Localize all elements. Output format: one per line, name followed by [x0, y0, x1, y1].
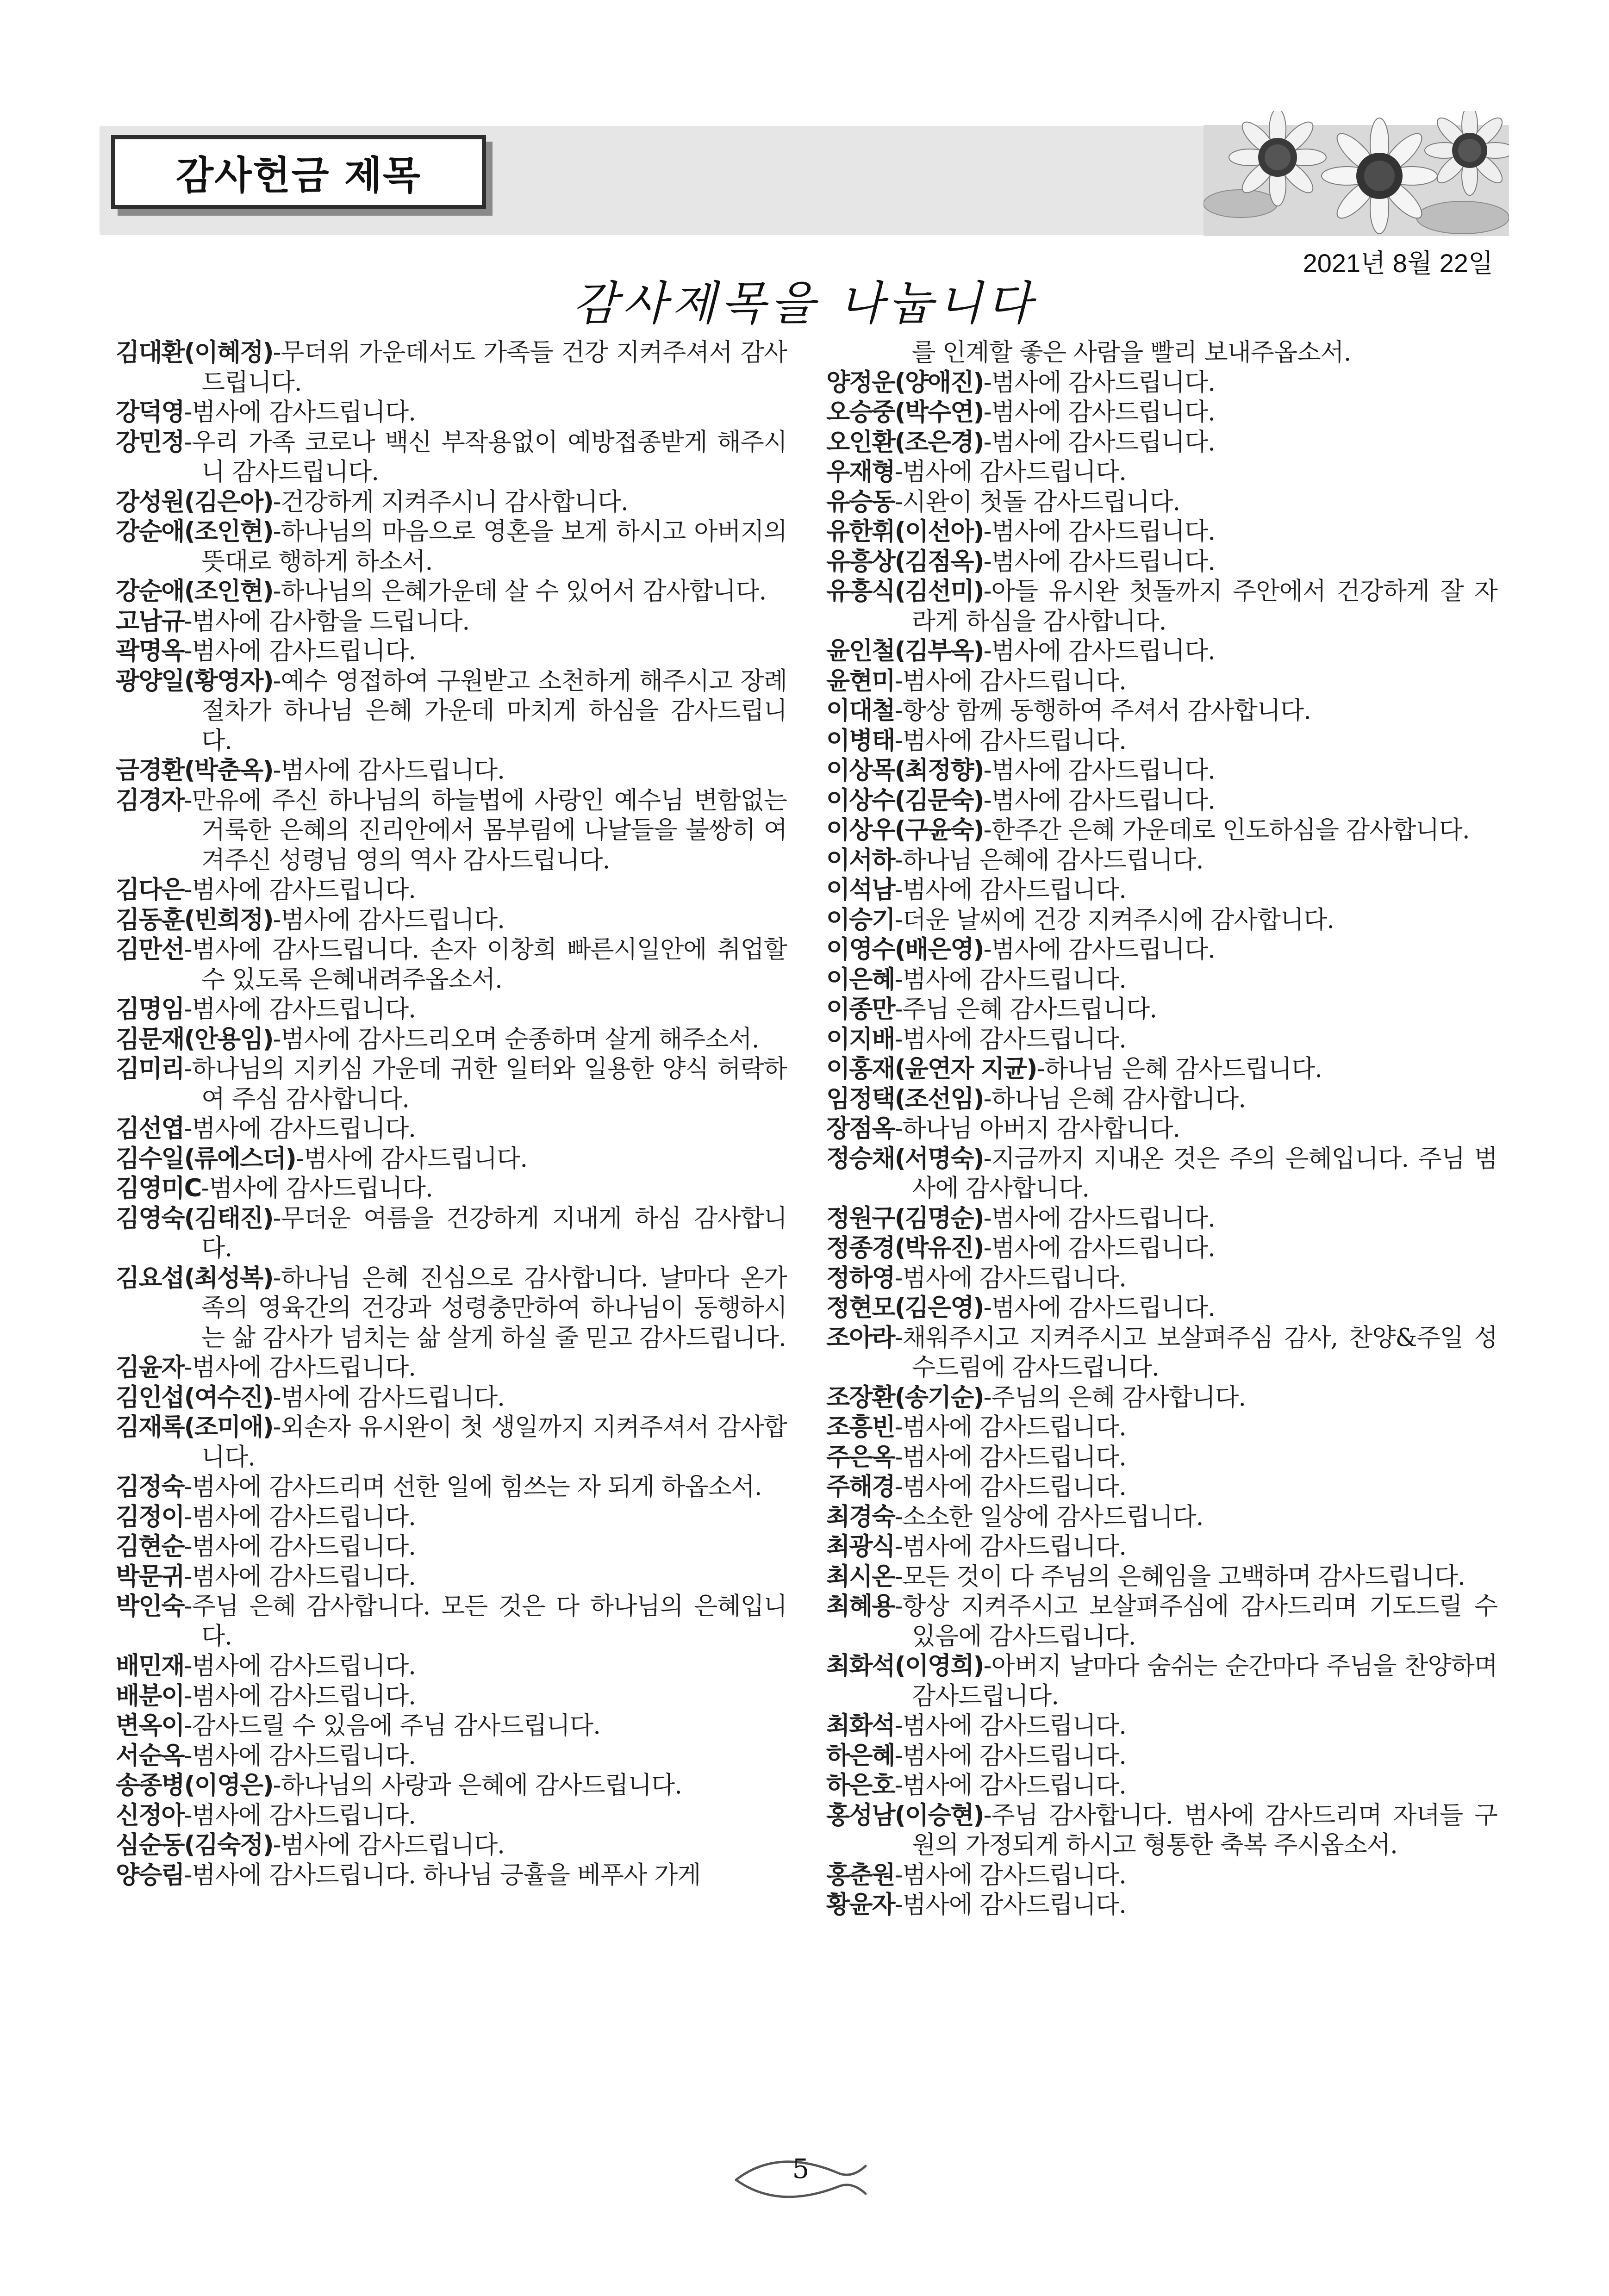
donor-name: 강순애(조인현)	[116, 517, 273, 546]
thanks-entry	[826, 1443, 1497, 1473]
thanks-entry	[116, 1562, 787, 1592]
thanks-entry	[116, 1711, 787, 1741]
thanks-entry	[826, 1383, 1497, 1413]
thanks-entry	[826, 1233, 1497, 1263]
thanks-message: -범사에 감사드립니다.	[273, 905, 505, 934]
thanks-entry	[116, 1353, 787, 1383]
thanks-message: -범사에 감사드립니다.	[894, 1025, 1126, 1053]
thanks-entry	[826, 1204, 1497, 1234]
donor-name: 오승중(박수연)	[826, 398, 984, 426]
thanks-entry	[116, 1532, 787, 1562]
donor-name: 정승채(서명숙)	[826, 1144, 984, 1173]
thanks-entry	[826, 965, 1497, 995]
thanks-message: -범사에 감사드립니다.	[184, 1502, 416, 1531]
donor-name: 심순동(김숙정)	[116, 1831, 273, 1859]
thanks-entry	[826, 846, 1497, 876]
thanks-message: -범사에 감사드립니다.	[983, 1294, 1216, 1322]
thanks-message: -범사에 감사드립니다.	[983, 935, 1216, 964]
date-label: 2021년 8월 22일	[1303, 249, 1493, 278]
thanks-message: -범사에 감사드립니다.	[983, 786, 1216, 815]
thanks-message: -건강하게 지켜주시니 감사합니다.	[273, 487, 628, 516]
thanks-entry	[116, 338, 787, 398]
thanks-entry	[116, 1144, 787, 1174]
section-title-box	[111, 135, 486, 209]
donor-name: 최화석(이영희)	[826, 1652, 984, 1680]
thanks-entry	[116, 1114, 787, 1144]
thanks-entry	[826, 1562, 1497, 1592]
thanks-message: -범사에 감사드립니다.	[983, 398, 1216, 426]
thanks-entry	[116, 1860, 787, 1891]
donor-name: 윤현미	[826, 666, 895, 695]
thanks-message: -범사에 감사드립니다.	[894, 1532, 1126, 1561]
thanks-message: -하나님 은혜 감사드립니다.	[1036, 1055, 1322, 1083]
donor-name: 서순옥	[116, 1741, 184, 1770]
thanks-entry	[826, 338, 1497, 368]
thanks-message: -범사에 감사드립니다.	[894, 1711, 1126, 1740]
donor-name: 김요섭(최성복)	[116, 1263, 273, 1292]
donor-name: 주은옥	[826, 1443, 895, 1471]
thanks-message: -항상 함께 동행하여 주셔서 감사합니다.	[894, 697, 1311, 725]
donor-name: 장점옥	[826, 1114, 895, 1143]
thanks-entry	[116, 607, 787, 637]
thanks-message: -감사드릴 수 있음에 주님 감사드립니다.	[184, 1711, 600, 1740]
donor-name: 김명임	[116, 995, 184, 1023]
thanks-entry	[826, 1114, 1497, 1144]
thanks-entry	[826, 398, 1497, 428]
donor-name: 이은혜	[826, 965, 895, 994]
thanks-entry	[116, 577, 787, 607]
thanks-message: -아들 유시완 첫돌까지 주안에서 건강하게 잘 자라게 하심을 감사합니다.	[912, 577, 1497, 635]
donor-name: 이지배	[826, 1025, 895, 1053]
thanks-entry	[826, 1592, 1497, 1651]
thanks-message: 를 인계할 좋은 사람을 빨리 보내주옵소서.	[912, 338, 1351, 367]
donor-name: 윤인철(김부옥)	[826, 637, 984, 665]
donor-name: 광양일(황영자)	[116, 666, 273, 695]
thanks-entry	[826, 1084, 1497, 1114]
donor-name: 홍춘원	[826, 1860, 895, 1889]
thanks-message: -범사에 감사드립니다.	[894, 726, 1126, 755]
donor-name: 김미리	[116, 1055, 184, 1083]
donor-name: 양정운(양애진)	[826, 368, 984, 397]
thanks-entry	[826, 786, 1497, 816]
thanks-entry	[116, 666, 787, 756]
thanks-entry	[116, 905, 787, 935]
thanks-message: -범사에 감사드립니다.	[201, 1174, 433, 1202]
thanks-entry	[826, 1054, 1497, 1084]
page-number: 5	[792, 2153, 810, 2184]
donor-name: 김대환(이혜정)	[116, 338, 273, 367]
left-column	[116, 338, 787, 1890]
thanks-message: -한주간 은혜 가운데로 인도하심을 감사합니다.	[983, 816, 1470, 844]
thanks-entry	[826, 487, 1497, 517]
thanks-entry	[826, 1741, 1497, 1771]
thanks-message: -범사에 감사드립니다.	[184, 1741, 416, 1770]
thanks-entry	[826, 726, 1497, 756]
donor-name: 김현순	[116, 1532, 184, 1561]
thanks-message: -범사에 감사드립니다.	[184, 1801, 416, 1829]
thanks-message: -하나님 은혜 진심으로 감사합니다. 날마다 온가족의 영육간의 건강과 성령충만하여 하나님이 동행하시는 삶 감사가 넘치는 삶 살게 하실 줄 믿고 감사드립니다.	[201, 1263, 787, 1352]
donor-name: 김재록(조미애)	[116, 1413, 273, 1441]
thanks-entry	[826, 995, 1497, 1025]
thanks-entry	[826, 1144, 1497, 1204]
donor-name: 신정아	[116, 1801, 184, 1829]
donor-name: 조흥빈	[826, 1413, 895, 1441]
thanks-message: -채워주시고 지켜주시고 보살펴주심 감사, 찬양&주일 성수드림에 감사드립니다.	[894, 1323, 1497, 1381]
thanks-entry	[116, 1025, 787, 1055]
thanks-entry	[116, 1801, 787, 1831]
thanks-entry	[826, 428, 1497, 458]
donor-name: 김윤자	[116, 1353, 184, 1381]
thanks-message: -하나님의 마음으로 영혼을 보게 하시고 아버지의 뜻대로 행하게 하소서.	[201, 517, 787, 576]
donor-name: 정원구(김명순)	[826, 1204, 984, 1232]
thanks-message: -범사에 감사드립니다.	[295, 1144, 528, 1173]
thanks-entry	[116, 1830, 787, 1860]
donor-name: 강성원(김은아)	[116, 487, 273, 516]
thanks-entry	[116, 1263, 787, 1353]
thanks-message: -범사에 감사드립니다. 손자 이창희 빠른시일안에 취업할 수 있도록 은혜내려주옵소서.	[184, 935, 787, 994]
donor-name: 곽명옥	[116, 637, 184, 665]
thanks-entry	[116, 1054, 787, 1114]
thanks-message: -아버지 날마다 숨쉬는 순간마다 주님을 찬양하며 감사드립니다.	[912, 1652, 1497, 1710]
donor-name: 유승동	[826, 487, 895, 516]
donor-name: 유흥식(김선미)	[826, 577, 984, 605]
donor-name: 양승림	[116, 1860, 184, 1889]
donor-name: 강민정	[116, 428, 184, 456]
thanks-message: -범사에 감사드립니다.	[184, 1562, 416, 1591]
donor-name: 최경숙	[826, 1502, 895, 1531]
thanks-entry	[826, 1412, 1497, 1443]
donor-name: 이상수(김문숙)	[826, 786, 984, 815]
thanks-message: -범사에 감사드립니다.	[894, 1413, 1126, 1441]
donor-name: 이홍재(윤연자 지균)	[826, 1055, 1037, 1083]
thanks-message: -예수 영접하여 구원받고 소천하게 해주시고 장례 절차가 하나님 은혜 가운데 마치게 하심을 감사드립니다.	[201, 666, 787, 755]
thanks-entry	[826, 696, 1497, 726]
thanks-message: -범사에 감사드립니다.	[184, 1681, 416, 1710]
thanks-entry	[116, 1502, 787, 1532]
donor-name: 이종만	[826, 995, 895, 1023]
thanks-entry	[826, 666, 1497, 697]
donor-name: 금경환(박춘옥)	[116, 756, 273, 784]
thanks-entry	[826, 905, 1497, 935]
thanks-message: -범사에 감사드립니다.	[894, 965, 1126, 994]
thanks-entry	[116, 1651, 787, 1681]
thanks-entry	[116, 428, 787, 487]
donor-name: 유한휘(이선아)	[826, 517, 984, 546]
donor-name: 주해경	[826, 1473, 895, 1501]
thanks-message: -무더위 가운데서도 가족들 건강 지켜주셔서 감사드립니다.	[201, 338, 787, 397]
thanks-message: -범사에 감사드립니다.	[184, 1532, 416, 1561]
thanks-message: -범사에 감사드립니다.	[894, 458, 1126, 486]
thanks-message: -범사에 감사드립니다.	[894, 1473, 1126, 1501]
donor-name: 최시온	[826, 1562, 895, 1591]
thanks-entry	[826, 1771, 1497, 1801]
donor-name: 김영미C	[116, 1174, 201, 1202]
thanks-message: -범사에 감사드립니다.	[894, 1891, 1126, 1919]
donor-name: 김다은	[116, 876, 184, 904]
thanks-message: -범사에 감사드립니다.	[983, 1204, 1216, 1232]
thanks-message: -범사에 감사드립니다.	[894, 1443, 1126, 1471]
thanks-entry	[826, 1651, 1497, 1711]
thanks-entry	[826, 1502, 1497, 1532]
right-column	[826, 338, 1497, 1920]
thanks-entry	[116, 517, 787, 577]
donor-name: 최혜용	[826, 1592, 895, 1620]
donor-name: 조아라	[826, 1323, 895, 1352]
donor-name: 하은호	[826, 1771, 895, 1799]
thanks-entry	[826, 547, 1497, 577]
thanks-entry	[826, 935, 1497, 965]
donor-name: 이서하	[826, 846, 895, 874]
thanks-message: -외손자 유시완이 첫 생일까지 지켜주셔서 감사합니다.	[201, 1413, 787, 1471]
thanks-entry	[826, 457, 1497, 487]
thanks-message: -범사에 감사드립니다.	[983, 428, 1216, 456]
donor-name: 정종경(박유진)	[826, 1234, 984, 1262]
thanks-message: -주님 감사합니다. 범사에 감사드리며 자녀들 구원의 가정되게 하시고 형통한 축복 주시옵소서.	[912, 1801, 1497, 1859]
donor-name: 김인섭(여수진)	[116, 1383, 273, 1412]
donor-name: 김동훈(빈희정)	[116, 905, 273, 934]
thanks-entry	[116, 1771, 787, 1801]
thanks-message: -시완이 첫돌 감사드립니다.	[894, 487, 1180, 516]
thanks-message: -하나님의 지키심 가운데 귀한 일터와 일용한 양식 허락하여 주심 감사합니다.	[184, 1055, 787, 1113]
donor-name: 이상목(최정향)	[826, 756, 984, 784]
donor-name: 강덕영	[116, 398, 184, 426]
thanks-entry	[826, 1025, 1497, 1055]
donor-name: 정하영	[826, 1263, 895, 1292]
thanks-entry	[826, 1323, 1497, 1383]
thanks-entry	[116, 935, 787, 995]
thanks-entry	[116, 786, 787, 876]
thanks-entry	[826, 577, 1497, 636]
donor-name: 이대철	[826, 697, 895, 725]
donor-name: 이승기	[826, 905, 895, 934]
thanks-message: -범사에 감사드립니다.	[983, 1234, 1216, 1262]
thanks-entry	[826, 756, 1497, 786]
thanks-entry	[826, 1293, 1497, 1323]
thanks-message: -주님 은혜 감사합니다. 모든 것은 다 하나님의 은혜입니다.	[184, 1592, 787, 1650]
thanks-message: -범사에 감사드립니다.	[983, 637, 1216, 665]
donor-name: 우재형	[826, 458, 895, 486]
donor-name: 배분이	[116, 1681, 184, 1710]
thanks-message: -범사에 감사드립니다.	[894, 876, 1126, 904]
thanks-entry	[116, 398, 787, 428]
thanks-message: -범사에 감사드립니다.	[184, 995, 416, 1023]
donor-name: 김수일(류에스더)	[116, 1144, 296, 1173]
thanks-message: -주님의 은혜 감사합니다.	[983, 1383, 1246, 1412]
thanks-message: -범사에 감사드립니다.	[894, 666, 1126, 695]
thanks-message: -범사에 감사드립니다.	[184, 1652, 416, 1680]
thanks-message: -범사에 감사드립니다.	[894, 1263, 1126, 1292]
donor-name: 홍성남(이승현)	[826, 1801, 984, 1829]
thanks-message: -범사에 감사드리며 선한 일에 힘쓰는 자 되게 하옵소서.	[184, 1473, 762, 1501]
donor-name: 김정이	[116, 1502, 184, 1531]
thanks-message: -하나님 은혜 감사합니다.	[983, 1084, 1246, 1113]
donor-name: 박문귀	[116, 1562, 184, 1591]
donor-name: 하은혜	[826, 1741, 895, 1770]
thanks-message: -모든 것이 다 주님의 은혜임을 고백하며 감사드립니다.	[894, 1562, 1465, 1591]
thanks-message: -무더운 여름을 건강하게 지내게 하심 감사합니다.	[201, 1204, 787, 1262]
thanks-entry	[116, 995, 787, 1025]
sunflower-image	[1204, 111, 1509, 236]
thanks-entry	[116, 1592, 787, 1651]
thanks-entry	[116, 875, 787, 905]
donor-name: 이상우(구윤숙)	[826, 816, 984, 844]
donor-name: 이석남	[826, 876, 895, 904]
thanks-message: -소소한 일상에 감사드립니다.	[894, 1502, 1204, 1531]
section-title: 감사헌금 제목	[175, 152, 422, 198]
donor-name: 배민재	[116, 1652, 184, 1680]
donor-name: 유흥상(김점옥)	[826, 547, 984, 576]
thanks-message: -범사에 감사드립니다.	[184, 398, 416, 426]
donor-name: 김정숙	[116, 1473, 184, 1501]
donor-name: 김문재(안용임)	[116, 1025, 273, 1053]
thanks-message: -지금까지 지내온 것은 주의 은혜입니다. 주님 범사에 감사합니다.	[912, 1144, 1497, 1202]
thanks-entry	[826, 517, 1497, 547]
thanks-message: -범사에 감사드립니다.	[273, 756, 505, 784]
thanks-message: -하나님의 사랑과 은혜에 감사드립니다.	[273, 1771, 682, 1799]
thanks-message: -범사에 감사드립니다.	[184, 637, 416, 665]
thanks-entry	[116, 1472, 787, 1502]
thanks-entry	[826, 815, 1497, 846]
thanks-message: -범사에 감사드립니다.	[894, 1771, 1126, 1799]
thanks-message: -범사에 감사드립니다. 하나님 긍휼을 베푸사 가게	[184, 1860, 701, 1889]
thanks-entry	[826, 1532, 1497, 1562]
donor-name: 최광식	[826, 1532, 895, 1561]
thanks-entry	[116, 636, 787, 666]
thanks-entry	[826, 636, 1497, 666]
thanks-entry	[116, 1174, 787, 1204]
thanks-message: -만유에 주신 하나님의 하늘법에 사랑인 예수님 변함없는 거룩한 은혜의 진리안에서 몸부림에 나날들을 불쌍히 여겨주신 성령님 영의 역사 감사드립니다.	[184, 786, 787, 874]
donor-name: 김선엽	[116, 1114, 184, 1143]
thanks-message: -주님 은혜 감사드립니다.	[894, 995, 1157, 1023]
thanks-entry	[116, 1204, 787, 1263]
donor-name: 이영수(배은영)	[826, 935, 984, 964]
thanks-entry	[116, 1383, 787, 1413]
donor-name: 이병태	[826, 726, 895, 755]
thanks-message: -범사에 감사드립니다.	[894, 1860, 1126, 1889]
donor-name: 오인환(조은경)	[826, 428, 984, 456]
donor-name: 김영숙(김태진)	[116, 1204, 273, 1232]
thanks-entry	[116, 756, 787, 786]
thanks-entry	[826, 1711, 1497, 1741]
donor-name: 강순애(조인현)	[116, 577, 273, 605]
thanks-message: -하나님의 은혜가운데 살 수 있어서 감사합니다.	[273, 577, 767, 605]
thanks-entry	[826, 1472, 1497, 1502]
thanks-message: -범사에 감사드립니다.	[184, 1114, 416, 1143]
thanks-entry	[116, 487, 787, 517]
thanks-message: -하나님 아버지 감사합니다.	[894, 1114, 1180, 1143]
donor-name: 임정택(조선임)	[826, 1084, 984, 1113]
thanks-message: -범사에 감사드립니다.	[983, 517, 1216, 546]
thanks-message: -하나님 은혜에 감사드립니다.	[894, 846, 1204, 874]
donor-name: 변옥이	[116, 1711, 184, 1740]
donor-name: 정현모(김은영)	[826, 1294, 984, 1322]
thanks-message: -범사에 감사드립니다.	[184, 1353, 416, 1381]
thanks-message: -범사에 감사드립니다.	[894, 1741, 1126, 1770]
donor-name: 조장환(송기순)	[826, 1383, 984, 1412]
thanks-message: -범사에 감사함을 드립니다.	[184, 607, 470, 635]
thanks-entry	[826, 1860, 1497, 1891]
donor-name: 송종병(이영은)	[116, 1771, 273, 1799]
thanks-message: -범사에 감사드리오며 순종하며 살게 해주소서.	[273, 1025, 759, 1053]
thanks-message: -범사에 감사드립니다.	[983, 756, 1216, 784]
donor-name: 황윤자	[826, 1891, 895, 1919]
donor-name: 고남규	[116, 607, 184, 635]
donor-name: 최화석	[826, 1711, 895, 1740]
thanks-message: -우리 가족 코로나 백신 부작용없이 예방접종받게 해주시니 감사드립니다.	[184, 428, 787, 486]
thanks-message: -더운 날씨에 건강 지켜주시에 감사합니다.	[894, 905, 1335, 934]
thanks-message: -범사에 감사드립니다.	[983, 547, 1216, 576]
thanks-message: -범사에 감사드립니다.	[273, 1831, 505, 1859]
page-subtitle: 감사제목을 나눕니다	[573, 276, 1036, 330]
donor-name: 김경자	[116, 786, 184, 815]
thanks-message: -범사에 감사드립니다.	[273, 1383, 505, 1412]
donor-name: 김만선	[116, 935, 184, 964]
thanks-message: -범사에 감사드립니다.	[983, 368, 1216, 397]
thanks-entry	[826, 368, 1497, 398]
thanks-entry	[826, 1890, 1497, 1920]
thanks-entry	[826, 875, 1497, 905]
donor-name: 박인숙	[116, 1592, 184, 1620]
thanks-entry	[116, 1741, 787, 1771]
thanks-entry	[116, 1412, 787, 1472]
thanks-message: -범사에 감사드립니다.	[184, 876, 416, 904]
thanks-entry	[826, 1263, 1497, 1294]
thanks-message: -항상 지켜주시고 보살펴주심에 감사드리며 기도드릴 수 있음에 감사드립니다.	[894, 1592, 1497, 1650]
thanks-entry	[116, 1681, 787, 1711]
thanks-entry	[826, 1801, 1497, 1860]
